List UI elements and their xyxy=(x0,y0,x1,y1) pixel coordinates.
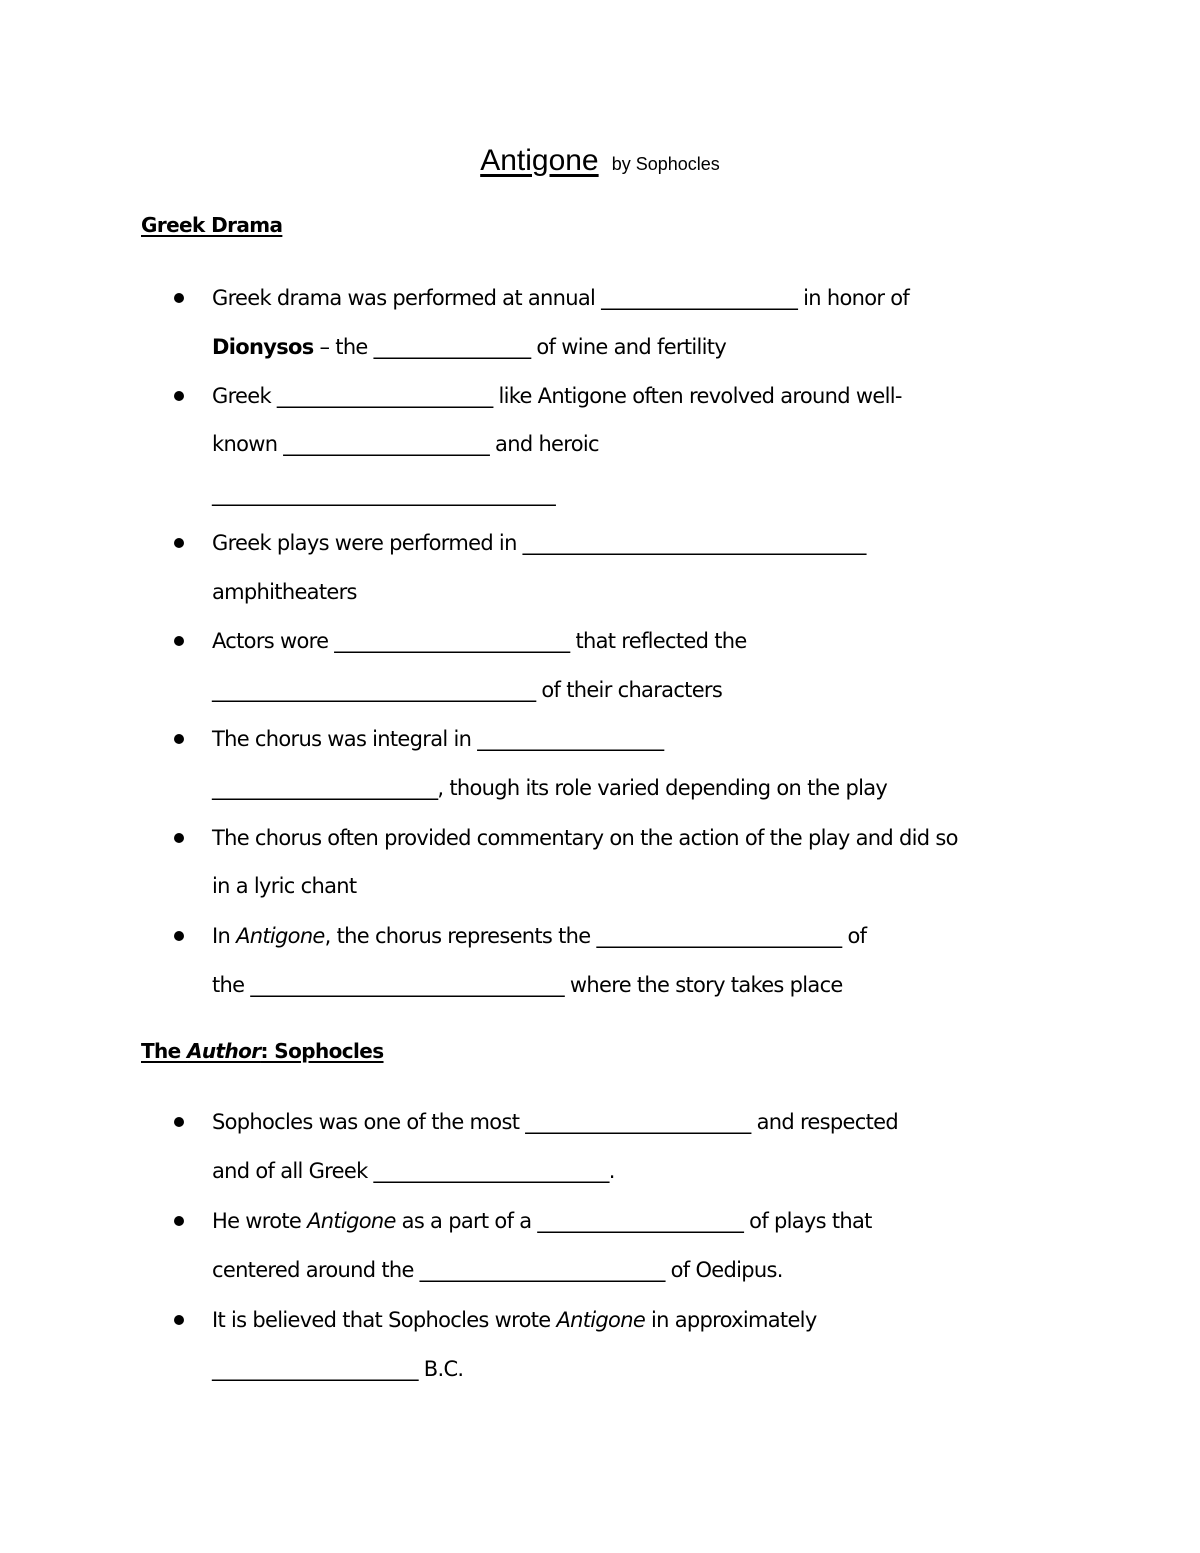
worksheet-line xyxy=(212,921,866,951)
line-text: in approximately xyxy=(645,1308,817,1332)
worksheet-line: Greek plays were performed in ___________________________________ xyxy=(212,531,866,555)
bullet-icon xyxy=(174,1315,184,1325)
title-main: Antigone xyxy=(480,144,599,177)
worksheet-line: known _____________________ and heroic xyxy=(212,432,599,456)
bullet-icon xyxy=(174,833,184,843)
line-text: He wrote xyxy=(212,1209,308,1233)
line-text: In xyxy=(212,924,237,948)
heading-text: : Sophocles xyxy=(260,1039,384,1063)
bullet-icon xyxy=(174,538,184,548)
italic-title: Antigone xyxy=(307,1209,396,1233)
bullet-icon xyxy=(174,931,184,941)
bullet-icon xyxy=(174,391,184,401)
heading-text-italic: Author xyxy=(187,1039,261,1063)
worksheet-line: Greek ______________________ like Antigone often revolved around well- xyxy=(212,384,902,408)
bold-term: Dionysos xyxy=(212,335,314,359)
title-byline: by Sophocles xyxy=(611,154,720,174)
worksheet-line: amphitheaters xyxy=(212,580,357,604)
worksheet-line: _______________________, though its role varied depending on the play xyxy=(212,776,888,800)
worksheet-line: in a lyric chant xyxy=(212,874,357,898)
italic-title: Antigone xyxy=(556,1308,646,1332)
worksheet-line: Greek drama was performed at annual ____________________ in honor of xyxy=(212,286,910,310)
italic-title: Antigone xyxy=(236,924,325,948)
worksheet-line xyxy=(212,1206,872,1236)
line-text: as a part of a _____________________ of plays that xyxy=(395,1209,872,1233)
bullet-icon xyxy=(174,734,184,744)
worksheet-line: _____________________ B.C. xyxy=(212,1357,464,1381)
worksheet-line xyxy=(212,332,726,362)
bullet-icon xyxy=(174,636,184,646)
worksheet-line xyxy=(212,1305,817,1335)
heading-text: The xyxy=(141,1039,188,1063)
line-text: , the chorus represents the _________________________ of xyxy=(324,924,867,948)
worksheet-line: ___________________________________ xyxy=(212,482,556,506)
worksheet-line: the ________________________________ where the story takes place xyxy=(212,973,843,997)
worksheet-line: The chorus was integral in ___________________ xyxy=(212,727,664,751)
bullet-icon xyxy=(174,1117,184,1127)
worksheet-line: _________________________________ of their characters xyxy=(212,678,723,702)
worksheet-line: centered around the _________________________ of Oedipus. xyxy=(212,1258,783,1282)
worksheet-line: and of all Greek ________________________. xyxy=(212,1159,615,1183)
worksheet-line: The chorus often provided commentary on the action of the play and did so xyxy=(212,826,958,850)
bullet-icon xyxy=(174,1216,184,1226)
section-heading-greek-drama: Greek Drama xyxy=(141,213,283,237)
section-heading-author xyxy=(141,1039,384,1063)
bullet-icon xyxy=(174,293,184,303)
line-text: – the ________________ of wine and fertility xyxy=(313,335,727,359)
document-title xyxy=(0,144,1200,178)
line-text: It is believed that Sophocles wrote xyxy=(212,1308,557,1332)
worksheet-line: Actors wore ________________________ that reflected the xyxy=(212,629,747,653)
worksheet-line: Sophocles was one of the most _______________________ and respected xyxy=(212,1110,898,1134)
